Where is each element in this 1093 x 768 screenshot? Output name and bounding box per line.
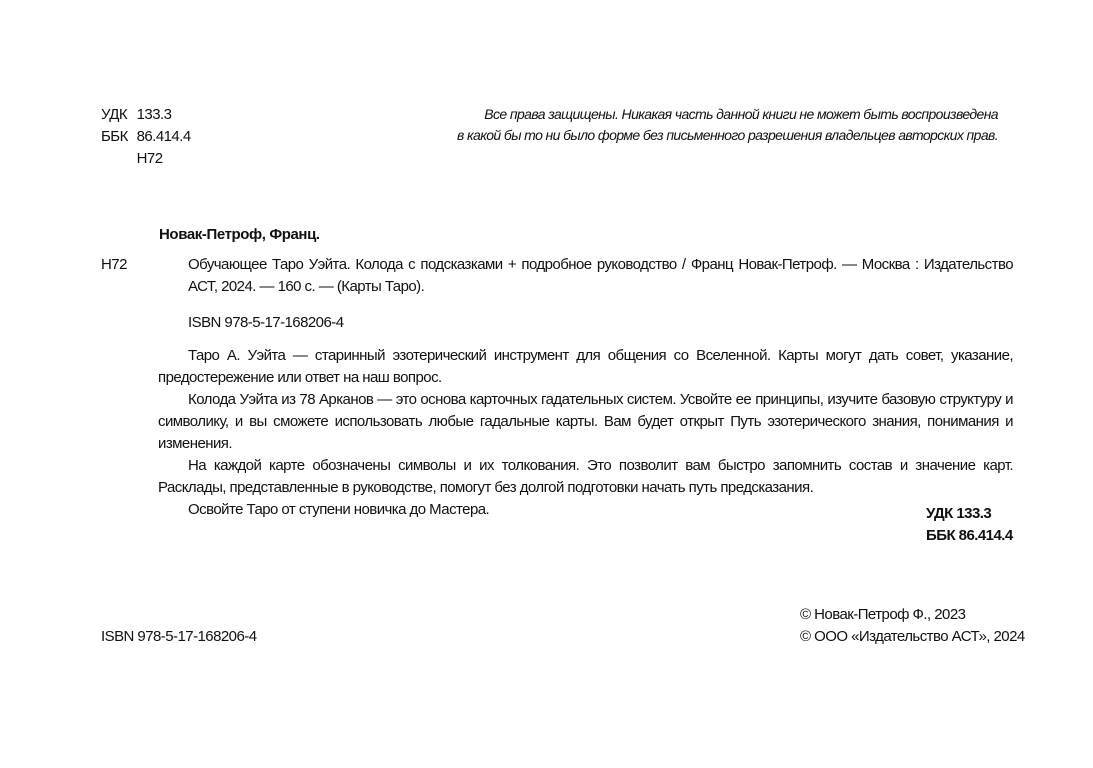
bbk-value: 86.414.4 — [136, 128, 191, 145]
udk-value: 133.3 — [136, 106, 172, 123]
annotation-paragraph: Освойте Таро от ступени новичка до Мастера. — [188, 501, 490, 518]
bbk-row — [101, 126, 191, 148]
copyright-publisher: © ООО «Издательство АСТ», 2024 — [800, 628, 1025, 645]
biblio-author-sign: Н72 — [101, 256, 127, 273]
classification-codes-top — [101, 104, 191, 170]
bbk-label: ББК — [101, 128, 128, 145]
isbn-bottom: ISBN 978-5-17-168206-4 — [101, 628, 257, 645]
udk-row — [101, 104, 191, 126]
bibliographic-description: Обучающее Таро Уэйта. Колода с подсказками + подробное руководство / Франц Новак-Петроф. — Москва : Издательство АСТ, 2024. — 160 с. — (Карты Таро). — [188, 256, 1013, 295]
classification-codes-bottom — [926, 503, 1013, 547]
isbn-main: ISBN 978-5-17-168206-4 — [188, 314, 344, 331]
annotation-paragraph: На каждой карте обозначены символы и их толкования. Это позволит вам быстро запомнить состав и значение карт. Расклады, представленные в руководстве, помогут без долгой подготовки начать путь предсказания. — [158, 457, 1013, 496]
annotation — [158, 345, 1013, 521]
rights-notice — [450, 104, 998, 146]
author-sign-row — [101, 148, 191, 170]
bbk-code: ББК 86.414.4 — [926, 527, 1013, 544]
author-heading: Новак-Петроф, Франц. — [159, 226, 320, 243]
rights-line-1: Все права защищены. Никакая часть данной книги не может быть воспроизведена — [484, 106, 998, 122]
annotation-paragraph: Колода Уэйта из 78 Арканов — это основа карточных гадательных систем. Усвойте ее принципы, изучите базовую структуру и символику, и вы сможете использовать любые гадальные карты. Вам будет открыт Путь эзотерического знания, понимания и изменения. — [158, 391, 1013, 452]
copyright-author: © Новак-Петроф Ф., 2023 — [800, 606, 966, 623]
udk-label: УДК — [101, 106, 128, 123]
annotation-paragraph: Таро А. Уэйта — старинный эзотерический инструмент для общения со Вселенной. Карты могут дать совет, указание, предостережение или ответ на наш вопрос. — [158, 347, 1013, 386]
author-sign: Н72 — [136, 150, 163, 167]
copyright-notice — [800, 604, 1025, 648]
udk-code: УДК 133.3 — [926, 505, 992, 522]
rights-line-2: в какой бы то ни было форме без письменного разрешения владельцев авторских прав. — [457, 127, 998, 143]
